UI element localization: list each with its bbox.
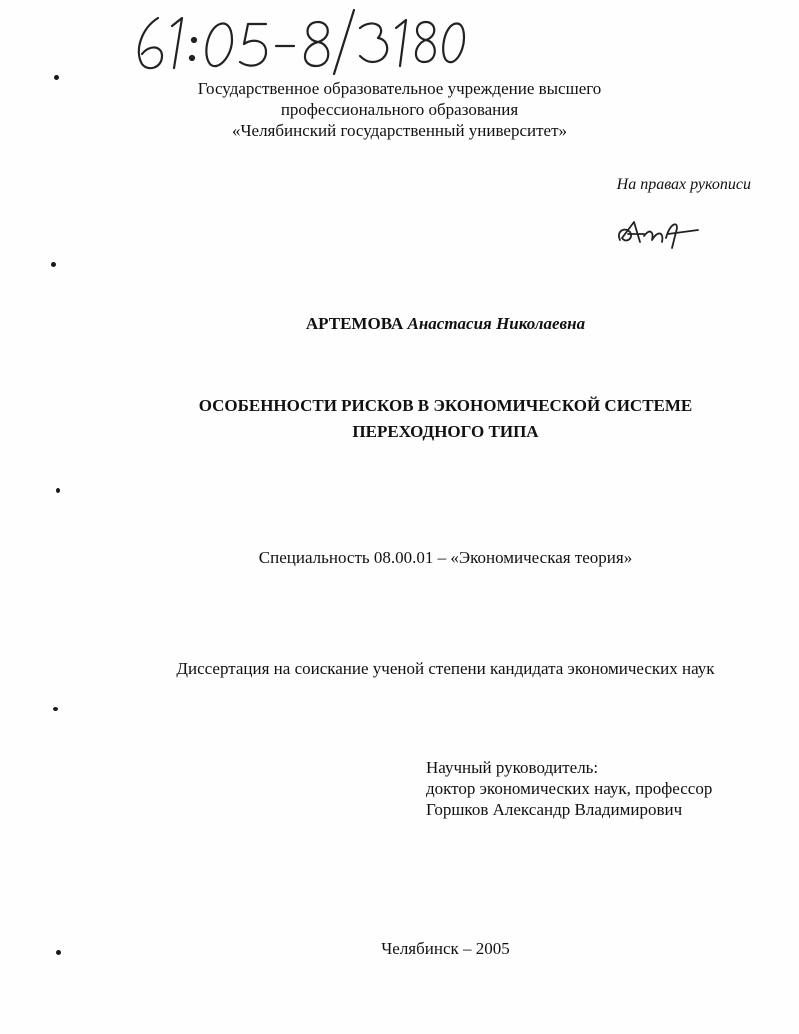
city-year: Челябинск – 2005 [381,939,510,958]
scan-speck [51,262,56,267]
manuscript-rights-note: На правах рукописи [616,176,751,193]
supervisor-credentials: доктор экономических наук, профессор [426,779,713,798]
scan-speck [56,488,60,493]
institution-line-1: Государственное образовательное учреждение высшего [197,79,602,98]
author-surname: АРТЕМОВА [305,314,404,333]
specialty: Специальность 08.00.01 – «Экономическая теория» [258,548,633,567]
supervisor-label: Научный руководитель: [426,758,599,777]
degree-statement: Диссертация на соискание ученой степени кандидата экономических наук [176,659,715,678]
institution-line-3: «Челябинский государственный университет» [231,121,568,140]
author-name [46,314,799,334]
supervisor-name: Горшков Александр Владимирович [426,800,683,819]
institution-header [0,78,799,141]
scan-speck [53,707,58,711]
signature-mark [614,212,704,252]
title-line-2: ПЕРЕХОДНОГО ТИПА [352,422,539,441]
handwritten-archive-code [128,6,468,76]
dissertation-title [46,393,799,445]
title-line-1: ОСОБЕННОСТИ РИСКОВ В ЭКОНОМИЧЕСКОЙ СИСТЕМЕ [198,396,693,415]
supervisor-block [426,757,712,820]
institution-line-2: профессионального образования [280,100,519,119]
author-given-names: Анастасия Николаевна [407,314,586,333]
